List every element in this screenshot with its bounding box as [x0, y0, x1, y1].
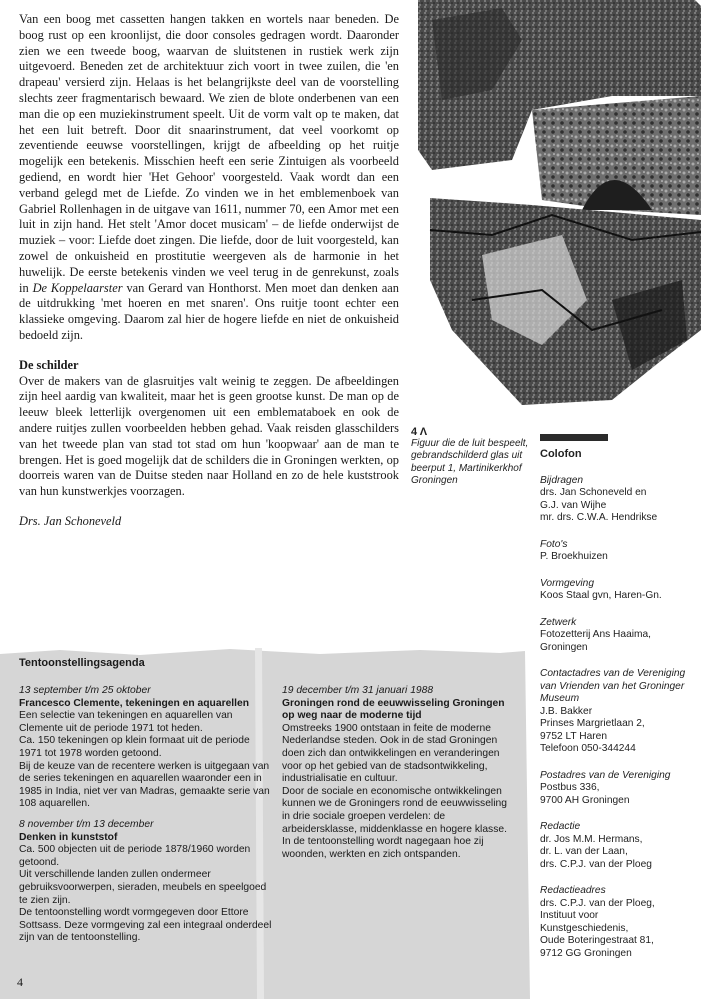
- agenda-event: 8 november t/m 13 december Denken in kunststof Ca. 500 objecten uit de periode 1878/1960 worden getoond. Uit verschillende landen zullen ondermeer gebruiksvoorwerpen, sieraden, meubels en speelgoed te zien zijn. De tentoonstelling wordt vormgegeven door Ettore Sottsass. Deze vormgeving zal een integraal onderdeel zijn van de tentoonstelling.: [19, 819, 274, 945]
- agenda-event: 19 december t/m 31 januari 1988 Groningen rond de eeuwwisseling Groningen op weg naar de moderne tijd Omstreeks 1900 ontstaan in feite de moderne Nederlandse steden. Ook in de stad Groningen doen zich dan ontwikkelingen en veranderingen voor op het gebied van de stadsontwikkeling, industrialisatie en cultuur. Door de sociale en economische ontwikkelingen kunnen we de Groningers rond de eeuwwisseling in drie sociale groepen verdelen: de arbeidersklasse, middenklasse en hogere klasse. In de tentoonstelling wordt nagegaan hoe zij woonden, werkten en zich ontspanden.: [282, 685, 512, 861]
- event-name: Denken in kunststof: [19, 831, 118, 843]
- colofon-block-fotos: Foto's P. Broekhuizen: [540, 538, 608, 562]
- article-body: [19, 12, 399, 530]
- colofon-block-postadres: Postadres van de Vereniging Postbus 336, 9700 AH Groningen: [540, 769, 671, 806]
- colofon-block-vormgeving: Vormgeving Koos Staal gvn, Haren-Gn.: [540, 577, 662, 601]
- section-heading: De schilder: [19, 357, 79, 372]
- colofon-block-bijdragen: Bijdragen drs. Jan Schoneveld en G.J. van Wijhe mr. drs. C.W.A. Hendrikse: [540, 474, 658, 523]
- caption-text: Figuur die de luit bespeelt, gebrandschilderd glas uit beerput 1, Martinikerkhof Groningen: [411, 438, 529, 486]
- event-date: 8 november t/m 13 december: [19, 818, 154, 830]
- event-date: 19 december t/m 31 januari 1988: [282, 685, 434, 696]
- figure-caption: [411, 426, 531, 487]
- stained-glass-photo: [412, 0, 701, 410]
- article-paragraph-1: Van een boog met cassetten hangen takken en wortels naar beneden. De boog rust op een kroonlijst, die door consoles gedragen wordt. Daaronder zien we een tweede boog, waarvan de sluitstenen in rustiek werk zijn uitgevoerd. Beneden zet de architektuur zich voort in twee zuilen, die 'en drapeau' versierd zijn. Helaas is het belangrijkste deel van de voorstelling slechts zeer fragmentarisch bewaard. We zien de blote onderbenen van een man die op een muziekinstrument speelt. Uit de vorm valt op te maken, dat het een luit betreft. Door dit snaarinstrument, dat veel voorkomt op zeventiende eeuwse voorstellingen, krijgt de afbeelding op het ruitje mogelijk een betekenis. Misschien heeft een serie Zintuigen als voorbeeld gediend, en wordt hier 'Het Gehoor' voorgesteld. Vaak wordt dan een verband gelegd met de Liefde. Zo vinden we in het emblemenboek van Gabriel Rollenhagen in de uitgave van 1611, nummer 70, een Amor met een luit in zijn hand. Het stelt 'Amor docet musicam' – de liefde onderwijst de muziek – voor: Liefde doet zingen. Die liefde, door de luit voorgesteld, kan zowel de onkuisheid en prostitutie weergeven als de harmonie in het huwelijk. De eerste betekenis vinden we veel terug in de genrekunst, zoals in De Koppelaarster van Gerard van Honthorst. Men moet dan denken aan de uitdrukking 'met hoeren en met snaren'. Ons ruitje toont echter een klassieke omgeving. Daarom zal hier de hogere liefde en niet de onkuisheid bedoeld zijn.: [19, 12, 399, 342]
- artwork-title: De Koppelaarster: [32, 280, 123, 295]
- colofon: [540, 448, 698, 974]
- arrow-up-icon: Λ: [419, 426, 428, 438]
- event-name: Francesco Clemente, tekeningen en aquarellen: [19, 697, 250, 709]
- author-signature: Drs. Jan Schoneveld: [19, 513, 122, 528]
- colofon-title: Colofon: [540, 448, 582, 460]
- agenda-column-right: [282, 685, 512, 869]
- event-date: 13 september t/m 25 oktober: [19, 685, 151, 696]
- agenda-event: 13 september t/m 25 oktober Francesco Clemente, tekeningen en aquarellen Een selectie van tekeningen en aquarellen van Clemente uit de periode 1971 tot heden. Ca. 150 tekeningen op klein formaat uit de periode 1971 tot 1978 worden getoond. Bij de keuze van de recentere werken is uitgegaan van de series tekeningen en aquarellen waaronder een in 1985 in India, niet ver van Madras, gemaakte serie van 108 aquarellen.: [19, 685, 274, 811]
- colofon-block-redactieadres: Redactieadres drs. C.P.J. van der Ploeg, Instituut voor Kunstgeschiedenis, Oude Boteringestraat 81, 9712 GG Groningen: [540, 885, 655, 959]
- colofon-block-zetwerk: Zetwerk Fotozetterij Ans Haaima, Groningen: [540, 616, 651, 653]
- agenda-title: Tentoonstellingsagenda: [19, 657, 145, 669]
- colofon-block-contactadres: Contactadres van de Vereniging van Vrienden van het Groninger Museum J.B. Bakker Prinses Margrietlaan 2, 9752 LT Haren Telefoon 050-344244: [540, 668, 686, 754]
- colofon-rule: [540, 434, 608, 441]
- figure-number: 4: [411, 426, 418, 438]
- exhibition-agenda: [19, 657, 519, 944]
- colofon-block-redactie: Redactie dr. Jos M.M. Hermans, dr. L. van der Laan, drs. C.P.J. van der Ploeg: [540, 821, 652, 870]
- event-name: Groningen rond de eeuwwisseling Groningen op weg naar de moderne tijd: [282, 697, 505, 722]
- agenda-column-left: [19, 685, 274, 953]
- page-number: 4: [17, 975, 23, 989]
- article-paragraph-2: Over de makers van de glasruitjes valt weinig te zeggen. De afbeeldingen zijn heel aardig van kwaliteit, maar het is geen grootse kunst. De man op de leeuw bleek letterlijk overgenomen uit een emblemataboek en ook de andere ruitjes zullen voorbeelden hebben gehad. Vaak reisden glasschilders van het tweede plan van stad tot stad om hun 'koopwaar' aan de man te brengen. Het is goed mogelijk dat de schilders die in Groningen werkten, op doorreis waren van de Duitse steden naar Holland en zo de hele kuststrook van hun kunstwerkjes voorzagen.: [19, 373, 399, 499]
